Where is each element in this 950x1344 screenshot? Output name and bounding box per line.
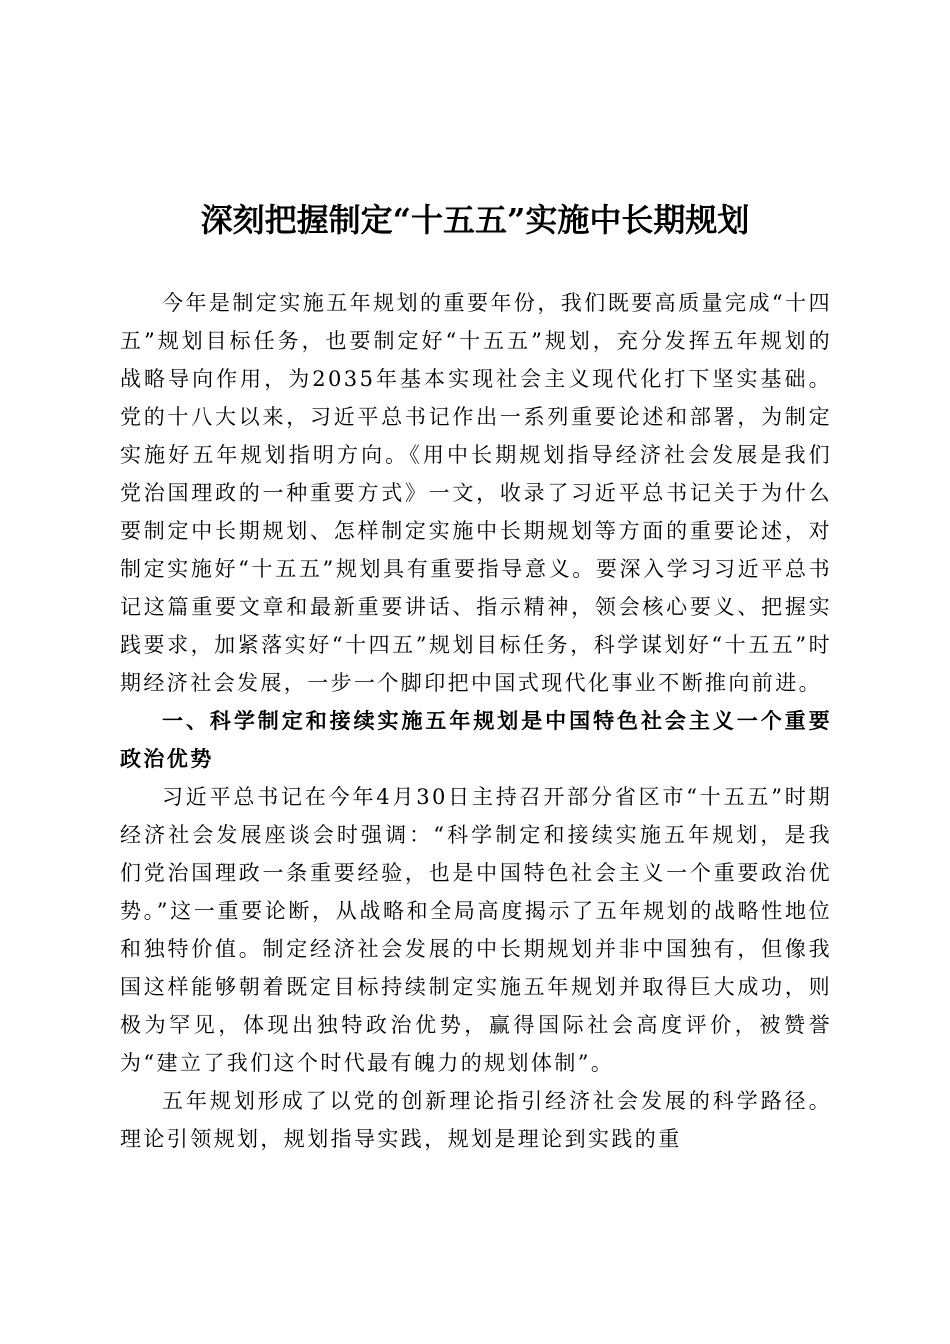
body-paragraph: 五年规划形成了以党的创新理论指引经济社会发展的科学路径。理论引领规划，规划指导实践，规划是理论到实践的重 bbox=[120, 1089, 832, 1151]
document-body bbox=[120, 284, 832, 1158]
section-heading: 一、科学制定和接续实施五年规划是中国特色社会主义一个重要政治优势 bbox=[120, 709, 832, 771]
body-paragraph: 今年是制定实施五年规划的重要年份，我们既要高质量完成“十四五”规划目标任务，也要制定好“十五五”规划，充分发挥五年规划的战略导向作用，为2035年基本实现社会主义现代化打下坚实基础。党的十八大以来，习近平总书记作出一系列重要论述和部署，为制定实施好五年规划指明方向。《用中长期规划指导经济社会发展是我们党治国理政的一种重要方式》一文，收录了习近平总书记关于为什么要制定中长期规划、怎样制定实施中长期规划等方面的重要论述，对制定实施好“十五五”规划具有重要指导意义。要深入学习习近平总书记这篇重要文章和最新重要讲话、指示精神，领会核心要义、把握实践要求，加紧落实好“十四五”规划目标任务，科学谋划好“十五五”时期经济社会发展，一步一个脚印把中国式现代化事业不断推向前进。 bbox=[120, 291, 832, 695]
body-paragraph: 习近平总书记在今年4月30日主持召开部分省区市“十五五”时期经济社会发展座谈会时强调：“科学制定和接续实施五年规划，是我们党治国理政一条重要经验，也是中国特色社会主义一个重要政治优势。”这一重要论断，从战略和全局高度揭示了五年规划的战略性地位和独特价值。制定经济社会发展的中长期规划并非中国独有，但像我国这样能够朝着既定目标持续制定实施五年规划并取得巨大成功，则极为罕见，体现出独特政治优势，赢得国际社会高度评价，被赞誉为“建立了我们这个时代最有魄力的规划体制”。 bbox=[120, 785, 832, 1075]
document-title: 深刻把握制定“十五五”实施中长期规划 bbox=[200, 201, 750, 239]
